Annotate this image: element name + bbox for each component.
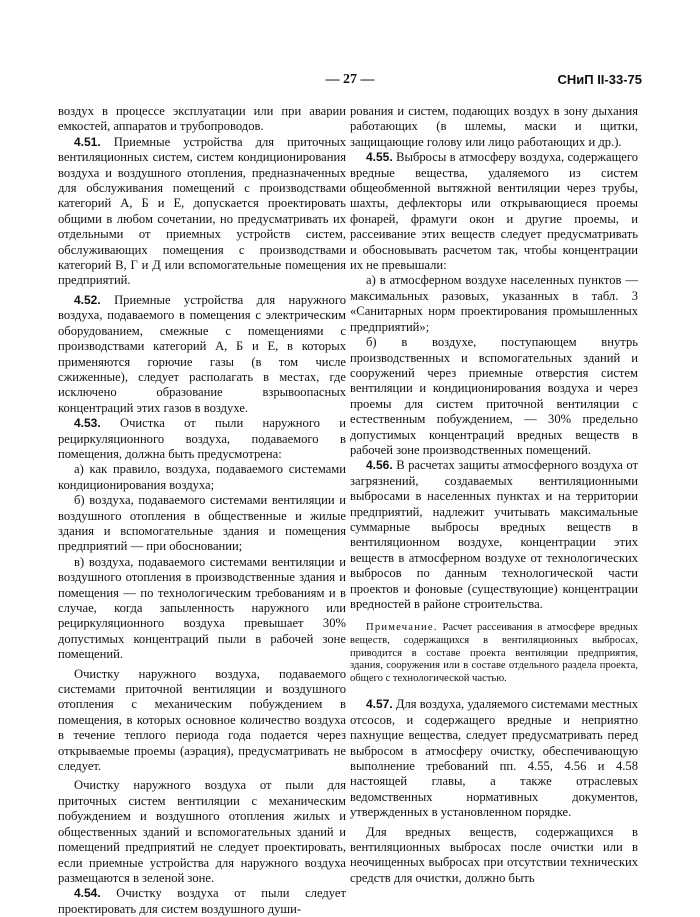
paragraph-continuation: рования и систем, подающих воздух в зону дыхания работающих (в шлемы, маски и щитки, защищающие голову или лицо работающих и др.). bbox=[350, 104, 638, 149]
list-item-b: б) воздуха, подаваемого системами вентиляции и воздушного отопления в общественные и жилые здания и вспомогательные здания и помещения предприятий — при обосновании; bbox=[58, 493, 346, 554]
clause-text: Выбросы в атмосферу воздуха, содержащего вредные вещества, удаляемого из систем общеобменной вытяжной вентиляции через трубы, шахты, дефлекторы или открывающиеся проемы фонарей, фрамуги окон и другие проемы, и рассеивание этих веществ следует предусматривать и обосновывать расчетом так, чтобы концентрации их не превышали: bbox=[350, 150, 638, 273]
clause-number: 4.53. bbox=[74, 416, 101, 431]
clause-number: 4.57. bbox=[366, 697, 393, 712]
clause-number: 4.54. bbox=[74, 886, 101, 901]
clause-4-51 bbox=[58, 135, 346, 289]
paragraph: Для вредных веществ, содержащихся в вентиляционных выбросах после очистки или в неочищенных выбросах при отсутствии технических средств для очистки, должно быть bbox=[350, 824, 638, 885]
right-column bbox=[350, 104, 638, 886]
clause-number: 4.55. bbox=[366, 150, 393, 165]
left-column bbox=[58, 104, 346, 917]
list-item-v: в) воздуха, подаваемого системами вентиляции и воздушного отопления в производственные здания и помещения — по технологическим требованиям и в случае, когда запыленность наружного или рециркуляционного воздуха превышает 30% допустимых концентраций пыли в рабочей зоне помещений. bbox=[58, 554, 346, 662]
clause-number: 4.52. bbox=[74, 292, 101, 307]
note bbox=[350, 622, 638, 685]
clause-text: Очистку воздуха от пыли следует проектировать для систем воздушного души- bbox=[58, 886, 346, 916]
list-item-a: а) в атмосферном воздухе населенных пунктов — максимальных разовых, указанных в табл. 3 «Санитарных норм проектирования промышленных предприятий»; bbox=[350, 273, 638, 334]
clause-text: Очистка от пыли наружного и рециркуляционного воздуха, подаваемого в помещения, должна быть предусмотрена: bbox=[58, 416, 346, 461]
page-number: — 27 — bbox=[325, 72, 375, 87]
page-header bbox=[58, 70, 642, 92]
clause-4-54 bbox=[58, 886, 346, 917]
paragraph-continuation: воздух в процессе эксплуатации или при аварии емкостей, аппаратов и трубопроводов. bbox=[58, 104, 346, 134]
clause-number: 4.51. bbox=[74, 134, 101, 149]
clause-4-57 bbox=[350, 697, 638, 820]
paragraph: Очистку наружного воздуха, подаваемого системами приточной вентиляции и воздушного отопления с механическим побуждением в помещения, в которых основное количество воздуха в течение теплого периода года подается через открываемые проемы (аэрация), предусматривать не следует. bbox=[58, 666, 346, 774]
document-code: СНиП II-33-75 bbox=[557, 72, 642, 87]
clause-text: В расчетах защиты атмосферного воздуха от загрязнений, создаваемых вентиляционными выбросами в населенных пунктах и на территории предприятий, надлежит учитывать максимальные суммарные выбросы вредных веществ в вентиляционном воздухе, концентрации этих веществ в атмосферном воздухе от технологических выбросов по данным технологической части проектов и фоновые (существующие) концентрации вредностей в районе строительства. bbox=[350, 458, 638, 611]
paragraph: Очистку наружного воздуха от пыли для приточных систем вентиляции с механическим побуждением и воздушного отопления жилых и общественных зданий и вспомогательных зданий и помещений предприятий не следует проектировать, если приемные устройства для наружного воздуха размещаются в зеленой зоне. bbox=[58, 778, 346, 885]
clause-number: 4.56. bbox=[366, 458, 393, 473]
clause-text: Для воздуха, удаляемого системами местных отсосов, и содержащего вредные и неприятно пахнущие вещества, следует предусматривать перед выбросом в атмосферу очистку, обеспечивающую выполнение требований пп. 4.55, 4.56 и 4.58 настоящей главы, а также отраслевых ведомственных нормативных документов, утвержденных в установленном порядке. bbox=[350, 697, 639, 820]
clause-4-56 bbox=[350, 458, 638, 612]
note-label: Примечание. bbox=[366, 622, 438, 634]
list-item-a: а) как правило, воздуха, подаваемого системами кондиционирования воздуха; bbox=[58, 462, 346, 492]
clause-4-55 bbox=[350, 150, 638, 273]
note-text: Расчет рассеивания в атмосфере вредных веществ, содержащихся в вентиляционных выбросах, приводится в составе проекта вентиляции предприятия, здания, сооружения или в составе отдельного раздела проекта, общего с технологической частью. bbox=[350, 622, 638, 684]
clause-text: Приемные устройства для наружного воздуха, подаваемого в помещения с электрическим оборудованием, смежные с помещениями с производствами категорий А, Б и Е, в которых применяются горючие газы (в том числе сжиженные), следует располагать в местах, где исключено образование взрывоопасных концентраций этих газов в воздухе. bbox=[58, 292, 346, 415]
clause-text: Приемные устройства для приточных вентиляционных систем, систем кондиционирования воздуха и воздушного отопления, предназначенных для обслуживания помещений с производствами категорий А, Б и Е, допускается проектировать общими в любом сочетании, но предусматривать их отдельными от приемных устройств систем, обслуживающих помещения с производствами категорий В, Г и Д или вспомогательные помещения предприятий. bbox=[58, 134, 346, 288]
list-item-b: б) в воздухе, поступающем внутрь производственных и вспомогательных зданий и сооружений через приемные отверстия систем вентиляции и кондиционирования воздуха и через проемы для систем приточной вентиляции с естественным побуждением, — 30% предельно допустимых концентраций вредных веществ в рабочей зоне производственных помещений. bbox=[350, 335, 638, 457]
clause-4-53 bbox=[58, 416, 346, 462]
clause-4-52 bbox=[58, 293, 346, 416]
